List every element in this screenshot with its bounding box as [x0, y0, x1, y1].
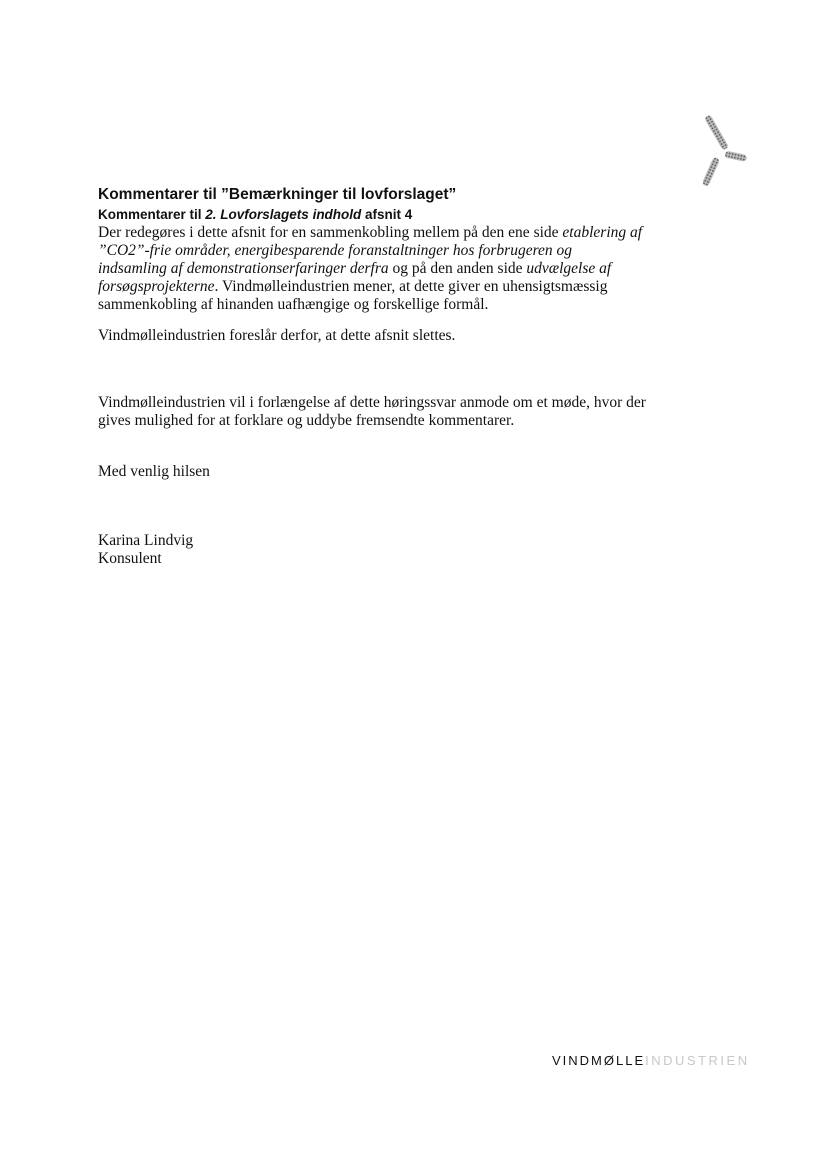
text-line: [98, 242, 678, 260]
text-line: sammenkobling af hinanden uafhængige og forskellige formål.: [98, 296, 489, 313]
text-run: . Vindmølleindustrien mener, at dette giver en uhensigtsmæssig: [214, 278, 608, 295]
footer-logo: [552, 1053, 750, 1068]
text-line: [98, 260, 678, 278]
text-line: Vindmølleindustrien vil i forlængelse af dette høringssvar anmode om et møde, hvor der: [98, 394, 646, 411]
text-run-italic: ”CO2”-frie områder, energibesparende foranstaltninger hos forbrugeren og: [98, 242, 573, 259]
closing-greeting: [98, 463, 678, 481]
wind-turbine-blades-icon: [693, 112, 753, 194]
text-line: Med venlig hilsen: [98, 463, 210, 480]
paragraph-2: [98, 327, 678, 345]
signature-name: Karina Lindvig: [98, 532, 194, 549]
footer-logo-light: INDUSTRIEN: [645, 1053, 750, 1068]
page-heading: Kommentarer til ”Bemærkninger til lovforslaget”: [98, 186, 457, 203]
signature-block: [98, 532, 678, 568]
text-line: Vindmølleindustrien foreslår derfor, at dette afsnit slettes.: [98, 327, 456, 344]
subheading-suffix: afsnit 4: [361, 207, 413, 222]
subheading-italic: 2. Lovforslagets indhold: [205, 207, 362, 222]
section-subheading: [98, 207, 412, 222]
text-run-italic: etablering af: [562, 224, 643, 241]
paragraph-1: [98, 224, 678, 314]
signature-title: Konsulent: [98, 550, 162, 567]
text-line: [98, 278, 678, 296]
subheading-prefix: Kommentarer til: [98, 207, 206, 222]
text-line: gives mulighed for at forklare og uddybe fremsendte kommentarer.: [98, 412, 515, 429]
text-run-italic: indsamling af demonstrationserfaringer derfra: [98, 260, 389, 277]
text-line: [98, 224, 678, 242]
text-run: Der redegøres i dette afsnit for en sammenkobling mellem på den ene side: [98, 224, 563, 241]
text-run-italic: udvælgelse af: [526, 260, 612, 277]
text-run-italic: forsøgsprojekterne: [98, 278, 215, 295]
footer-logo-strong: VINDMØLLE: [552, 1053, 646, 1068]
paragraph-3: [98, 394, 678, 430]
text-run: og på den anden side: [388, 260, 527, 277]
